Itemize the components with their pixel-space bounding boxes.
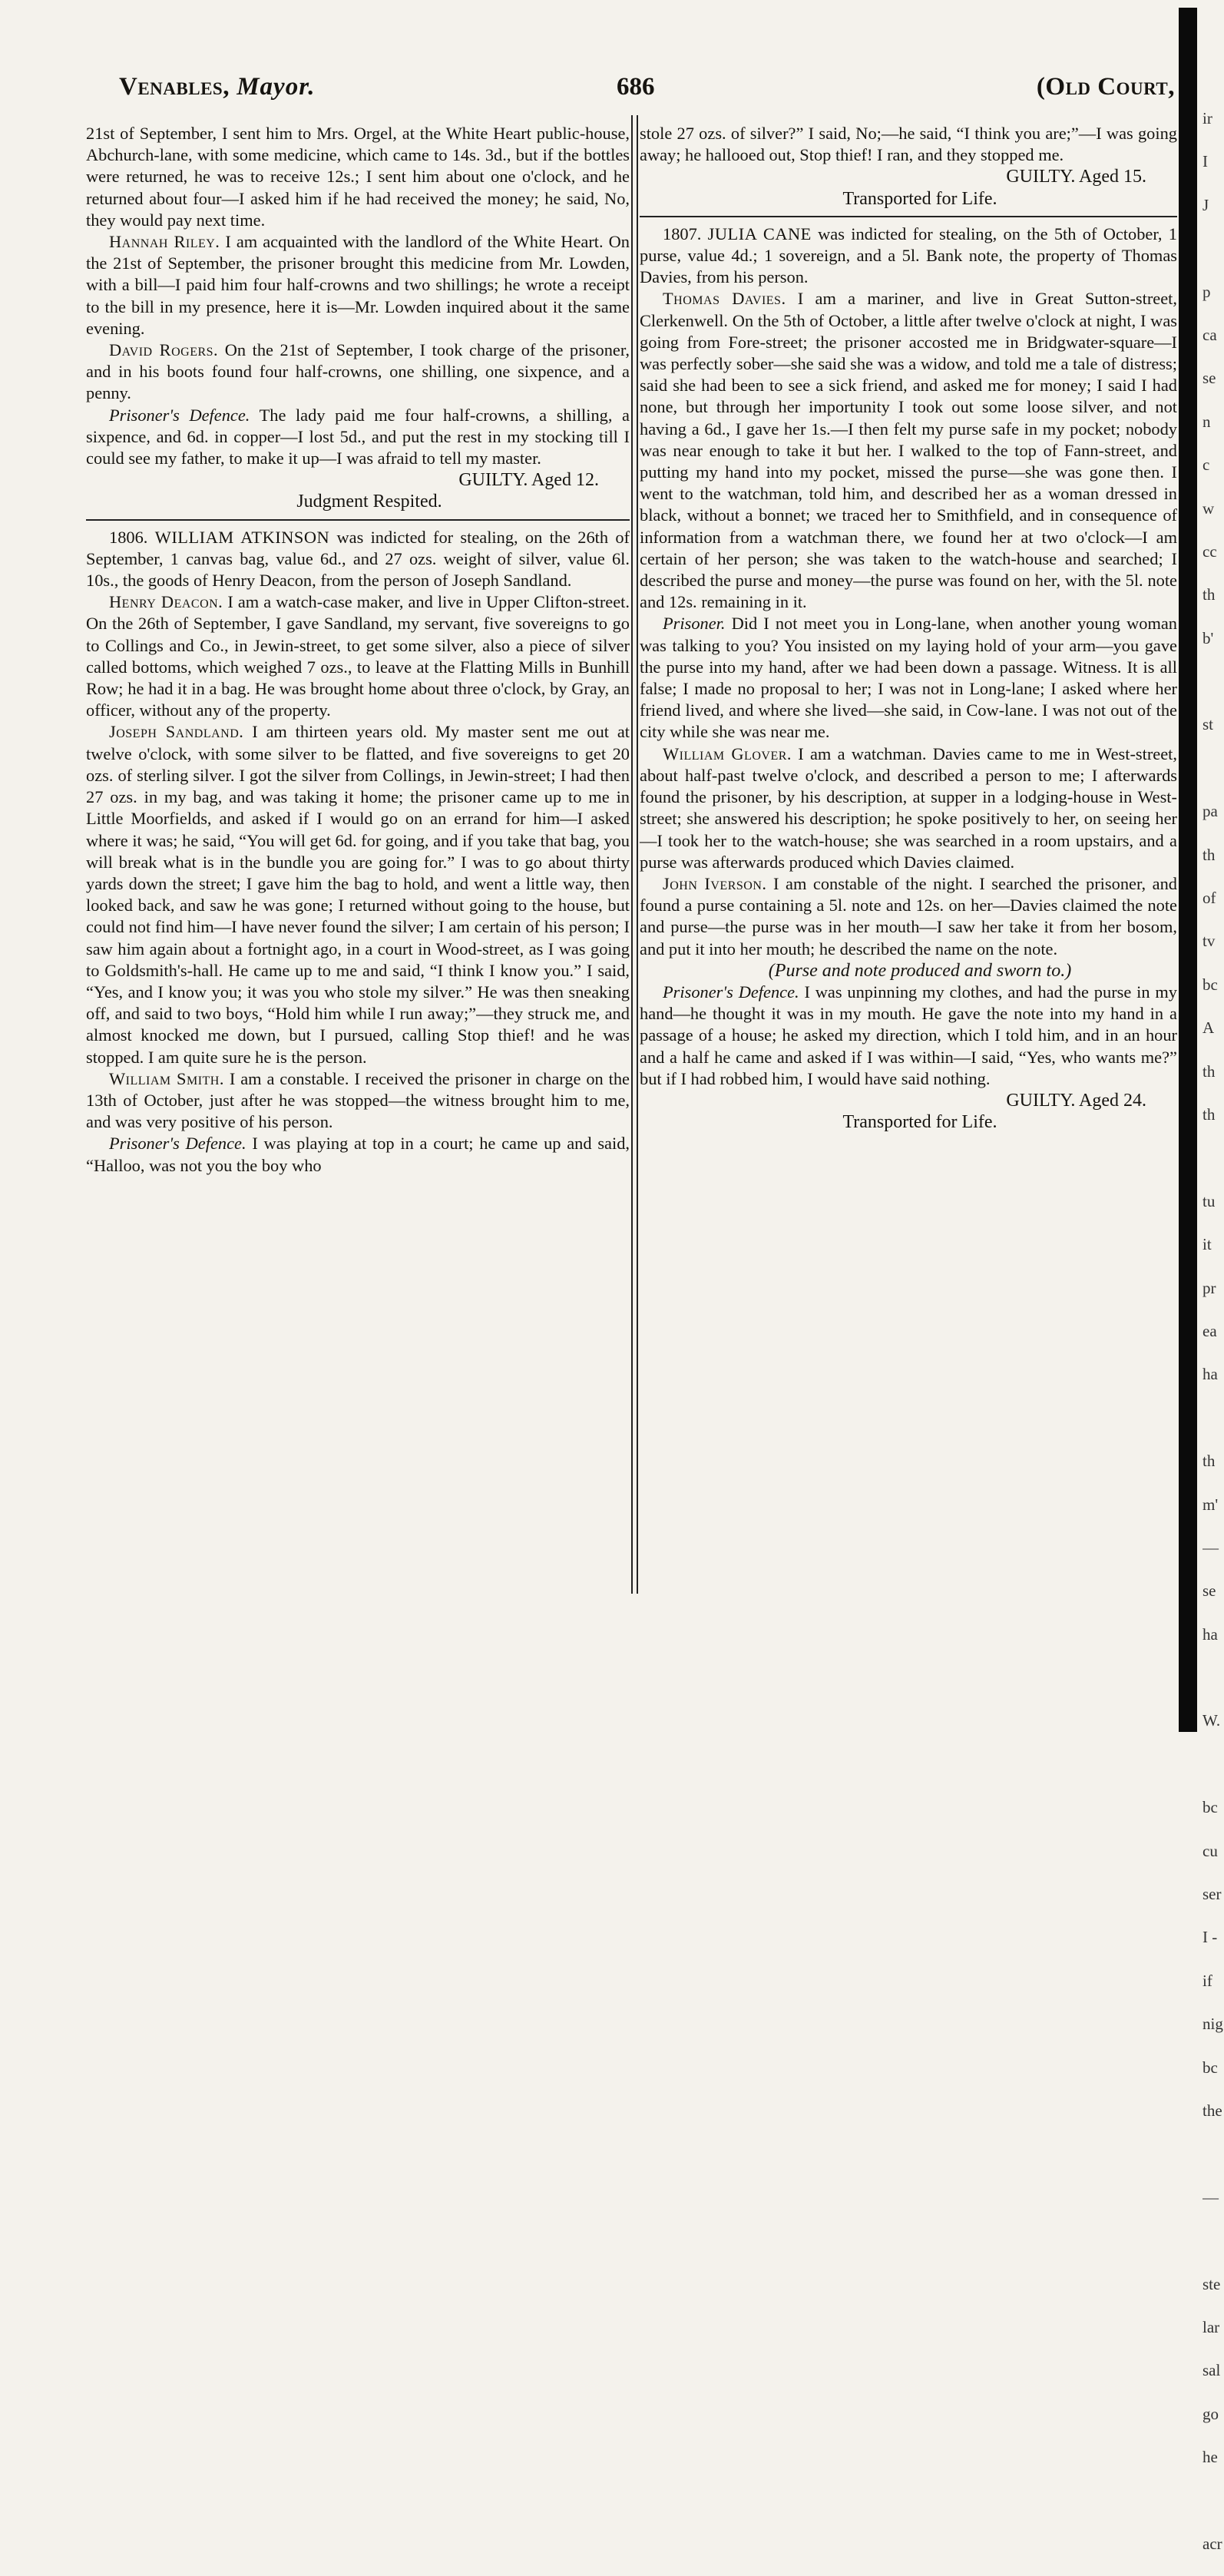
bleed-fragment: ea	[1202, 1321, 1217, 1340]
speaker-name: Prisoner's Defence.	[109, 1134, 246, 1154]
sentence: Transported for Life.	[842, 188, 997, 209]
testimony-text: I am a watchman. Davies came to me in West-street, about half-past twelve o'clock, and described a person to me; I afterwards found the prisoner, by his description, at supper in a lodging-house in West-street; she answered his description; he spoke positively to her, on seeing her—I took her to the watch-house; she was searched in a room upstairs, and a purse was afterwards produced which Davies claimed.	[640, 743, 1177, 872]
header-title: Mayor.	[237, 73, 316, 101]
testimony-text: I was unpinning my clothes, and had the purse in my hand—he thought it was in my mouth. He gave the note into my hand in a passage of a house; he asked my direction, which I told him, and in an hour and a half he came and asked if I was within—I said, “Yes, who wants me?” but if I had robbed him, I would have said nothing.	[640, 982, 1177, 1088]
bleed-fragment: cc	[1202, 541, 1217, 561]
adjacent-page-bleed	[1202, 108, 1224, 2576]
testimony-paragraph	[86, 721, 630, 1068]
bleed-fragment: if	[1202, 1971, 1212, 1990]
bleed-fragment: A	[1202, 1018, 1215, 1038]
bleed-fragment: pr	[1202, 1278, 1216, 1297]
header-name: Venables,	[119, 73, 230, 101]
speaker-name: Prisoner.	[663, 614, 726, 634]
testimony-text: On the 21st of September, I took charge of the prisoner, and in his boots found four half-crowns, one shilling, one sixpence, and a penny.	[86, 340, 630, 403]
bleed-fragment: it	[1202, 1235, 1212, 1254]
bleed-fragment: ste	[1202, 2274, 1221, 2293]
bleed-fragment: n	[1202, 412, 1211, 431]
continued-paragraph: stole 27 ozs. of silver?” I said, No;—he said, “I think you are;”—I was going away; he hallooed out, Stop thief! I ran, and they stopped me.	[640, 124, 1177, 165]
bleed-fragment	[1202, 1407, 1224, 1450]
bleed-fragment: p	[1202, 282, 1211, 301]
bleed-fragment: th	[1202, 845, 1216, 864]
bleed-fragment: W.	[1202, 1711, 1221, 1730]
bleed-fragment: ca	[1202, 325, 1217, 344]
running-header	[119, 73, 1175, 111]
bleed-fragment	[1202, 2230, 1224, 2273]
section-rule	[86, 519, 630, 521]
defence-paragraph	[640, 982, 1177, 1090]
testimony-text: The lady paid me four half-crowns, a shilling, a sixpence, and 6d. in copper—I lost 5d., and put the rest in my stocking till I could see my father, to make it up—I was afraid to tell my master.	[86, 405, 630, 469]
defence-paragraph	[640, 613, 1177, 743]
testimony-text: I am acquainted with the landlord of the White Heart. On the 21st of September, the prisoner brought this medicine from Mr. Lowden, with a bill—I paid him four half-crowns and two shillings; he wrote a receipt to the bill in my presence, here it is—Mr. Lowden inquired about it the same evening.	[86, 232, 630, 338]
speaker-name: John Iverson.	[663, 873, 767, 893]
bleed-fragment: I -	[1202, 1928, 1218, 1947]
testimony-paragraph	[86, 231, 630, 339]
bleed-fragment: he	[1202, 2448, 1218, 2467]
bleed-fragment	[1202, 757, 1224, 800]
bleed-fragment: ha	[1202, 1365, 1218, 1384]
speaker-name: Henry Deacon.	[109, 592, 223, 612]
bleed-fragment: ser	[1202, 1885, 1222, 1904]
bleed-fragment: of	[1202, 889, 1216, 908]
bleed-fragment: the	[1202, 2101, 1222, 2120]
bleed-fragment: th	[1202, 1452, 1216, 1471]
bleed-fragment: bc	[1202, 975, 1218, 994]
header-presiding-officer	[119, 73, 315, 101]
case-charge: was indicted for stealing, on the 26th of September, 1 canvas bag, value 6d., and 27 ozs. weight of silver, value 6l. 10s., the goods of Henry Deacon, from the person of Joseph Sandland.	[86, 527, 630, 591]
testimony-paragraph	[86, 1068, 630, 1134]
bleed-fragment: b'	[1202, 628, 1214, 647]
bleed-fragment	[1202, 2143, 1224, 2186]
sentence: Judgment Respited.	[296, 492, 442, 512]
speaker-name: David Rogers.	[109, 340, 219, 360]
testimony-paragraph	[640, 288, 1177, 613]
bleed-fragment: ir	[1202, 109, 1212, 127]
binding-edge	[1179, 8, 1197, 1732]
defendant-name: WILLIAM ATKINSON	[154, 527, 330, 547]
right-column	[640, 123, 1177, 1133]
speaker-name: Joseph Sandland.	[109, 722, 244, 742]
continued-paragraph: 21st of September, I sent him to Mrs. Orgel, at the White Heart public-house, Abchurch-lane, with some medicine, which came to 14s. 3d., but if the bottles were returned, he was to receive 12s.; I sent him about one o'clock, and he returned about four—I asked him if he had received the money; he said, No, they would pay next time.	[86, 124, 630, 230]
bleed-fragment	[1202, 2489, 1224, 2532]
sentence: Transported for Life.	[842, 1112, 997, 1133]
bleed-fragment: c	[1202, 455, 1210, 475]
bleed-fragment: st	[1202, 715, 1214, 734]
speaker-name: Hannah Riley.	[109, 232, 220, 252]
testimony-text: Did I not meet you in Long-lane, when another young woman was talking to you? You insisted on my laying hold of your arm—you gave the purse into my hand, after we had been down a passage. Witness. It is all false; I made no proposal to her; I was not in Long-lane; I asked where her friend lived, and where she lived—she said, in Cow-lane. I was not out of the city while she was near me.	[640, 614, 1177, 742]
speaker-name: Prisoner's Defence.	[109, 405, 250, 425]
bleed-fragment: acr	[1202, 2534, 1222, 2553]
bleed-fragment	[1202, 670, 1224, 714]
bleed-fragment: th	[1202, 1104, 1216, 1124]
testimony-paragraph	[86, 591, 630, 721]
bleed-fragment: —	[1202, 2187, 1219, 2207]
testimony-paragraph	[640, 743, 1177, 873]
page-number: 686	[617, 73, 655, 101]
testimony-text: I am a constable. I received the prisoner in charge on the 13th of October, just after he was stopped—the witness brought him to me, and was very positive of his person.	[86, 1068, 630, 1132]
case-charge: was indicted for stealing, on the 5th of October, 1 purse, value 4d.; 1 sovereign, and a 5l. Bank note, the property of Thomas Davies, from his person.	[640, 223, 1177, 287]
left-column	[86, 123, 630, 1177]
testimony-paragraph	[640, 873, 1177, 960]
bleed-fragment: bc	[1202, 2058, 1218, 2077]
bleed-fragment: tv	[1202, 932, 1216, 951]
case-number: 1807.	[663, 223, 702, 243]
verdict: GUILTY. Aged 15.	[1006, 167, 1146, 187]
bleed-fragment: sal	[1202, 2361, 1221, 2380]
speaker-name: Thomas Davies.	[663, 289, 786, 309]
bleed-fragment: cu	[1202, 1841, 1218, 1860]
bleed-fragment: m'	[1202, 1495, 1219, 1514]
bleed-fragment: th	[1202, 585, 1216, 604]
bleed-fragment: w	[1202, 498, 1215, 518]
case-paragraph	[86, 527, 630, 592]
testimony-paragraph	[86, 339, 630, 405]
case-paragraph	[640, 223, 1177, 289]
header-court: (Old Court,	[1036, 73, 1175, 101]
section-rule	[640, 216, 1177, 217]
bleed-fragment: nig	[1202, 2015, 1223, 2034]
bleed-fragment: se	[1202, 1581, 1216, 1601]
testimony-text: I was playing at top in a court; he came up and said, “Halloo, was not you the boy who	[86, 1134, 630, 1175]
column-divider	[631, 115, 638, 1594]
testimony-text: I am a mariner, and live in Great Sutton-street, Clerkenwell. On the 5th of October, a little after twelve o'clock at night, I was going from Fore-street; the prisoner accosted me in Bridgwater-square—I was perfectly sober—she said she was a widow, and told me a tale of distress; said she had been to see a sick friend, and asked me for money; I said I had none, but through her importunity I took out some loose silver, and not having a 6d., I gave her 1s.—I then felt my purse safe in my pocket; nobody was near enough to take it but her. I walked to the top of Fann-street, and putting my hand into my pocket, missed the purse—she was gone then. I went to the watchman, told him, and described her as a woman dressed in black, without a bonnet; we traced her to Smithfield, and in consequence of information from a watchman there, we found her at two o'clock—I am certain of her person; she was taken to the watch-house and searched; I described the purse and money—the purse was found on her, with the 5l. note and 12s. remaining in it.	[640, 289, 1177, 612]
defence-paragraph	[86, 405, 630, 470]
defence-paragraph	[86, 1133, 630, 1176]
bleed-fragment: J	[1202, 195, 1209, 214]
bleed-fragment: th	[1202, 1061, 1216, 1081]
defendant-name: JULIA CANE	[707, 223, 812, 243]
bleed-fragment: lar	[1202, 2317, 1220, 2336]
bleed-fragment: bc	[1202, 1798, 1218, 1817]
speaker-name: Prisoner's Defence.	[663, 982, 799, 1002]
bleed-fragment: se	[1202, 369, 1216, 388]
bleed-fragment	[1202, 1667, 1224, 1710]
speaker-name: William Glover.	[663, 743, 792, 763]
bleed-fragment: ha	[1202, 1624, 1218, 1644]
case-number: 1806.	[109, 527, 148, 547]
speaker-name: William Smith.	[109, 1068, 224, 1088]
bleed-fragment	[1202, 1147, 1224, 1190]
bleed-fragment: pa	[1202, 802, 1218, 821]
bleed-fragment	[1202, 1753, 1224, 1796]
testimony-text: I am thirteen years old. My master sent me out at twelve o'clock, with some silver to be flatted, and five sovereigns to get 20 ozs. of sterling silver. I got the silver from Collings, in Jewin-street; I had then 27 ozs. in my bag, and was taking it home; the prisoner came up to me in Little Moorfields, and asked if I would go on an errand for him—I asked where it was; he said, “You will get 6d. for going, and if you take that bag, you will break what is in the bundle you are going for.” I was to go about thirty yards down the street; I gave him the bag to hold, and went a little way, then looked back, and saw he was gone; I returned without going to the house, but could not find him—I have never found the silver; I am certain of his person; I saw him again about a fortnight ago, in a court in Wood-street, as I was going to Goldsmith's-hall. He came up to me and said, “I think I know you.” I said, “Yes, and I know you; it was you who stole my silver.” He was then sneaking off, and said to two boys, “Hold him while I run away;”—they struck me, and almost knocked me down, but I pursued, calling Stop thief! and he was stopped. I am quite sure he is the person.	[86, 722, 630, 1067]
bleed-fragment: tu	[1202, 1191, 1216, 1210]
bleed-fragment: I	[1202, 152, 1208, 171]
testimony-text: I am constable of the night. I searched the prisoner, and found a purse containing a 5l. note and 12s. on her—Davies claimed the note and purse—the purse was in her mouth—I saw her take it from her bosom, and put it into her mouth; he described the name on the note.	[640, 873, 1177, 959]
verdict: GUILTY. Aged 24.	[1006, 1090, 1146, 1111]
bleed-fragment: go	[1202, 2404, 1219, 2423]
verdict: GUILTY. Aged 12.	[458, 470, 599, 491]
bleed-fragment	[1202, 237, 1224, 280]
bleed-fragment: —	[1202, 1538, 1219, 1557]
exhibit-note: (Purse and note produced and sworn to.)	[768, 960, 1072, 981]
testimony-text: I am a watch-case maker, and live in Upper Clifton-street. On the 26th of September, I gave Sandland, my servant, five sovereigns to go to Collings and Co., in Jewin-street, to get some silver, also a piece of silver called bottoms, which weighed 7 ozs., to leave at the Flatting Mills in Bunhill Row; he had it in a bag. He was brought home about three o'clock, by Gray, an officer, without any of the property.	[86, 592, 630, 720]
